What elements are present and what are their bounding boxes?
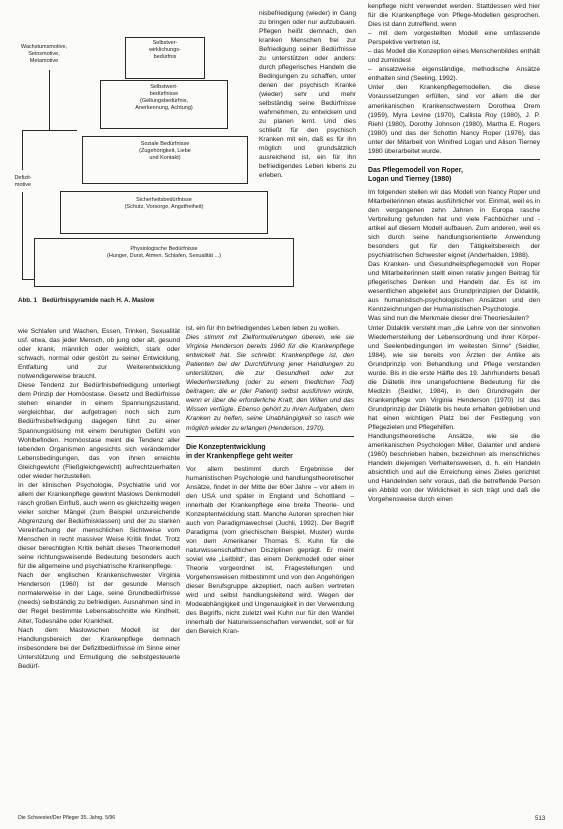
growth-motives-label: [14, 44, 74, 65]
pyramid-level-text: bedürfnisse: [149, 91, 179, 98]
figure-number: Abb. 1: [18, 297, 37, 304]
pyramid-level-5: [34, 238, 294, 287]
bullet-item: – ansatzweise eigenständige, methodische Ansätze enthalten sind (Seeling, 1992).: [368, 66, 540, 83]
paragraph: ist, ein für ihn befriedigendes Leben leben zu wollen.: [186, 325, 340, 332]
paragraph: Nach dem Maslowschen Modell ist der Handlungsbereich der Krankenpflege demnach insbesondere bei der Defizitbedürfnisse im Sinne einer Unterstützung und Ermutigung die selbstgesteuerte Bedürf-: [18, 626, 180, 670]
paragraph: In der klinischen Psychologie, Psychiatrie und vor allem der Krankenpflege gewinnt Maslows Denkmodell rasch großen Einfluß, auch wenn es gleichzeitig wegen vieler solcher Mängel (zum Beispiel unzureichende Abgrenzung der Bedürfnisklassen) und der zu starken Vereinfachung der menschlichen Sichtweise vom Menschen in recht massiver Weise Kritik findet. Trotz dieser berechtigten Kritik behält dieses Theoriemodell seine richtungsweisende Bedeutung besonders auch für die allgemeine und psychiatrische Krankenpflege.: [18, 481, 180, 571]
pyramid-level-text: und Kontakt): [149, 155, 181, 162]
bullet-item: – das Modell die Konzeption eines Menschenbildes enthält und zumindest: [368, 48, 540, 65]
section-divider: [368, 159, 540, 160]
bullet-item: – mit dem vorgestellten Modell eine umfassende Perspektive vertreten ist,: [368, 30, 540, 47]
deficit-bracket-top-tick: [22, 130, 50, 131]
pyramid-level-3: [82, 136, 248, 184]
pyramid-level-text: (Hunger, Durst, Atmen, Schlafen, Sexualität ...): [106, 253, 222, 260]
pyramid-level-text: Soziale Bedürfnisse: [140, 141, 190, 147]
narrow-text-column: [259, 2, 356, 187]
heading-line: Das Pflegemodell von Roper,: [368, 166, 463, 174]
pyramid-level-text: Selbstver-: [152, 40, 178, 46]
text-column-2: [186, 324, 354, 636]
paragraph: kenpflege nicht verwendet werden. Stattdessen wird hier für die Krankenpflege von Pflege-Modellen gesprochen. Dies ist dann zutreffend, wenn: [368, 3, 540, 29]
heading-line: in der Krankenpflege geht weiter: [186, 452, 293, 460]
heading-line: Die Konzeptentwicklung: [186, 443, 266, 451]
paragraph: Diese Tendenz zur Bedürfnisbefriedigung unterliegt dem Prinzip der Homöostase. Gesetz und Bedürfnisse stehen einander in einem Spannungszustand, vergleichbar, der aufgetragen noch sich zum Bedürfnisbefriedigung dagegen führt zu einer Spannungslösung mit einem beruhigten Gefühl von Wohlbefinden. Homöostase meint die Tendenz aller lebenden Organismen angesichts sich verändernder Lebensbedingungen, das von ihnen erreichte Gleichgewicht (Fließgleichgewicht) aufrechtzuerhalten oder wieder herzustellen.: [18, 382, 180, 480]
side-label-line: motive: [14, 182, 32, 188]
pyramid-level-4: [60, 191, 268, 234]
paragraph: Im folgenden stellen wir das Modell von Nancy Roper und Mitarbeiterinnen etwas ausführlicher vor. Einmal, weil es in den vergangenen zehn Jahren in Europa rasche Verbreitung gefunden hat und viele Fachbücher und -artikel auf diesem Modell aufbauen. Zum anderen, weil es sich durch seine handlungsorientierte Anwendung besonders gut für den Tätigkeitsbereich der psychiatrischen Schwester eignet (Anderhalden, 1988).: [368, 188, 540, 260]
paragraph: Das Kranken- und Gesundheitspflegemodell von Roper und Mitarbeiterinnen stellt einen relativ jungen Beitrag für pflegerisches Denken und Handeln dar. Es ist im wesentlichen abgeleitet aus Grundprinzipien der Didaktik, aus humanistisch-psychologischen Ansätzen und den Kennzeichnungen der Humanistischen Psychologie.: [368, 261, 540, 314]
paragraph: Vor allem bestimmt durch Ergebnisse der humanistischen Psychologie und handlungstheoretischer Ansätze, findet in der Mitte der 60er Jahre – vor allem in den USA und später in England und Schottland – innerhalb der Krankenpflege eine breite Theorie- und Konzeptentwicklung statt. Manche Autoren sprechen hier auch von Paradigmawechsel (Juchli, 1992). Der Begriff Paradigma (vom griechischen Beispiel, Muster) wurde von dem Amerikaner Thomas S. Kuhn für die naturwissenschaftlichen Disziplinen geprägt. Er meint soviel wie „Leitbild“, das einem Denkmodell oder einer Theorie vorgeordnet ist, Fragestellungen und Vorgehensweisen mitbestimmt und von den Angehörigen dieser Berufsgruppe akzeptiert, nach außen vertreten wird und selbst handlungsleitend wird. Wegen der Modeabhängigkeit und Ungenauigkeit in der Verwendung des Begriffs, nicht zuletzt weil Kuhn nur für den Wandel innerhalb der Naturwissenschaften verwendet, soll er für den Bereich Kran-: [186, 465, 354, 636]
section-divider: [186, 436, 354, 437]
paragraph: Unter den Krankenpflegemodellen, die diese Voraussetzungen erfüllen, sind vor allem die der amerikanischen Krankenschwestern Dorothea Orem (1959), Myra Levine (1970), Callista Roy (1980), J. P. Riehl (1980), Dorothy Johnson (1980), Martha E. Rogers (1980) und das der Schottin Nancy Roper (1976), das unter der Mitarbeit von Winifred Logan und Alison Tierney 1980 überarbeitet wurde.: [368, 84, 540, 155]
paragraph: Was sind nun die Merkmale dieser drei Theoriesäulen?: [368, 315, 529, 323]
heading-line: Logan und Tierney (1980): [368, 175, 452, 183]
deficit-bracket: [22, 130, 23, 170]
figure-caption-text: Bedürfnispyramide nach H. A. Maslow: [42, 297, 155, 304]
section-heading: [368, 166, 540, 184]
pyramid-level-text: Sicherheitsbedürfnisse: [136, 197, 192, 203]
deficit-motives-label: [6, 175, 40, 189]
deficit-bracket-lower: [22, 192, 23, 280]
paragraph: Dies stimmt mit Zielformulierungen überein, wie sie Virginia Henderson bereits 1960 für die Krankenpflege entwickelt hat. Sie schreibt: Krankenpflege ist, den Patienten bei der Durchführung jener Handlungen zu unterstützen, die zur Gesundheit oder zur Wiederherstellung (oder zu einem friedlichen Tod) beitragen, die er (der Patient) selbst ausführen würde, wenn er über die erforderliche Kraft, den Willen und das Wissen verfügte. Ebenso gehört zu ihren Aufgaben, dem Kranken zu helfen, seine Unabhängigkeit so rasch wie möglich wieder zu erlangen (Henderson, 1970).: [186, 334, 354, 432]
paragraph: wie Schlafen und Wachen, Essen, Trinken, Sexualität usf. etwa, das jeder Mensch, ob jung oder alt, gesund oder krank, männlich oder weiblich, stark oder schwach, normal oder gestört zu seiner Entwicklung, Entfaltung und zur Weiterentwicklung notwendigerweise braucht.: [18, 328, 180, 381]
side-label-line: Defizit-: [14, 175, 32, 181]
page-number: 513: [535, 815, 546, 822]
pyramid-level-1: [125, 37, 205, 79]
paragraph: Handlungstheoretische Ansätze, wie sie die amerikanischen Psychologen Miller, Galanter und andere (1960) beschrieben haben, bezeichnen als menschliches Handeln diejenigen Verhaltensweisen, d. h. ein Handeln absichtlich und auf die Erreichung eines Zieles gerichtet und Handelnden sehr voraus, daß die betreffende Person ein Abbild von der Wirklichkeit in sich trägt und daß die Vorgehensweise durch einen: [368, 433, 540, 504]
deficit-bracket-bottom-tick: [22, 279, 34, 280]
pyramid-level-text: (Geltungsbedürfnis,: [140, 98, 188, 105]
pyramid-level-text: wirklichungs-: [149, 47, 181, 54]
side-label-line: Seinsmotive,: [28, 51, 60, 57]
growth-bracket-tick: [49, 130, 77, 131]
pyramid-level-text: Physiologische Bedürfnisse: [130, 246, 198, 252]
paragraph: Unter Didaktik versteht man „die Lehre von der sinnvollen Wiederherstellung der Lebensordnung und ihrer Körper- und Seelenbedingungen im weitesten Sinne“ (Seidler, 1984), wie sie bereits von Ärzten der Antike als Grundprinzip von Behandlung und Pflege verstanden wurde. Bis in die erste Hälfte des 19. Jahrhunderts besaß die Diätetik ihre unangefochtene Bedeutung für die Medizin (Seidler, 1984), in den Grundregeln der Krankenpflege von Virginia Henderson (1970) ist das Grundprinzip der Diätetik bis heute erhalten geblieben und hat einen wichtigen Platz bei der Festlegung von Pflegezielen und Pflegehilfen.: [368, 324, 540, 432]
pyramid-level-text: Selbstwert-: [150, 84, 178, 90]
text-column-1: [18, 327, 180, 671]
pyramid-level-text: bedürfnis: [153, 54, 177, 61]
pyramid-level-text: Anerkennung, Achtung): [135, 105, 193, 112]
figure-caption: [18, 297, 258, 304]
growth-bracket: [49, 70, 50, 130]
paragraph: Nach der englischen Krankenschwester Virginia Henderson (1960) ist der gesunde Mensch normalerweise in der Lage, seine Grundbedürfnisse (needs) selbständig zu befriedigen. Ausnahmen sind in der Regel bestimmte Lebensabschnitte wie Kindheit, Alter, Todesnähe oder Krankheit.: [18, 572, 180, 625]
side-label-line: Wachstumsmotive,: [20, 44, 68, 50]
paragraph: nisbefriedigung (wieder) in Gang zu bringen oder nur aufzubauen. Pflegen heißt demnach, den kranken Menschen frei zur Befriedigung seiner Bedürfnisse zu unterstützen oder anders: durch pflegerisches Handeln die Bedingungen zu schaffen, unter denen der psychisch Kranke (wieder) sehr und mehr selbständig seine Bedürfnisse wahrnehmen, zu entwickeln und zu planen lernt. Und dies schließt für den psychisch Kranken mit ein, daß es für ihn möglich und grundsätzlich ausreichend ist, ein für ihn befriedigendes Leben lebens zu erleben.: [259, 9, 356, 180]
pyramid-level-text: (Schutz, Vorsorge, Angstfreiheit): [124, 204, 204, 211]
pyramid-level-2: [100, 80, 228, 129]
side-label-line: Metamotive: [29, 58, 59, 64]
journal-footer: Die Schwester/Der Pfleger 35. Jahrg. 5/96: [18, 815, 116, 821]
section-heading: [186, 443, 354, 461]
pyramid-level-text: (Zugehörigkeit, Liebe: [139, 148, 191, 155]
text-column-3: [368, 2, 540, 504]
